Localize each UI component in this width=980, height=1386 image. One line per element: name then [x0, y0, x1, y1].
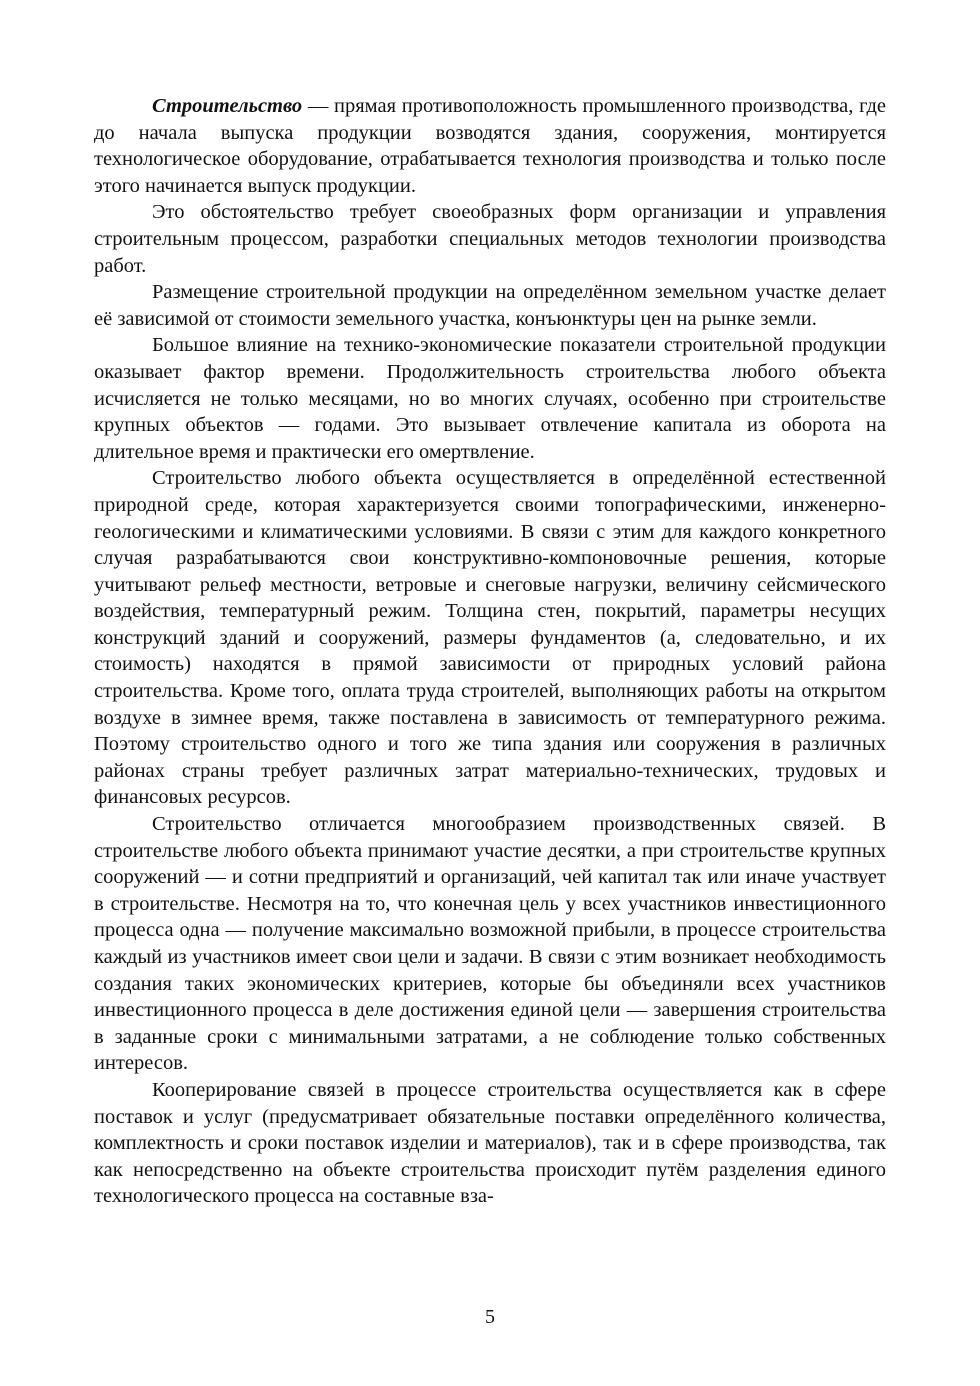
paragraph-6: Строительство отличается многообразием производственных связей. В строительстве любого объекта принимают участие десятки, а при строительстве крупных сооружений — и сотни предприятий и организаций, чей капитал так или иначе участвует в строительстве. Несмотря на то, что конечная цель у всех участников инвестиционного процесса одна — получение максимально возможной прибыли, в процессе строительства каждый из участников имеет свои цели и задачи. В связи с этим возникает необходимость создания таких экономических критериев, которые бы объединяли всех участников инвестиционного процесса в деле достижения единой цели — завершения строительства в заданные сроки с минимальными затратами, а не соблюдение только собственных интересов.: [94, 813, 886, 1075]
defined-term: Строительство: [152, 95, 303, 117]
paragraph-4: Большое влияние на технико-экономические показатели строительной продукции оказывает фактор времени. Продолжительность строительства любого объекта исчисляется не только месяцами, но во многих случаях, особенно при строительстве крупных объектов — годами. Это вызывает отвлечение капитала из оборота на длительное время и практически его омертвление.: [94, 334, 886, 463]
paragraph-5: Строительство любого объекта осуществляется в определённой естественной природной среде, которая характеризуется своими топографическими, инженерно-геологическими и климатическими условиями. В связи с этим для каждого конкретного случая разрабатываются свои конструктивно-компоновочные решения, которые учитывают рельеф местности, ветровые и снеговые нагрузки, величину сейсмического воздействия, температурный режим. Толщина стен, покрытий, параметры несущих конструкций зданий и сооружений, размеры фундаментов (а, следовательно, и их стоимость) находятся в прямой зависимости от природных условий района строительства. Кроме того, оплата труда строителей, выполняющих работы на открытом воздухе в зимнее время, также поставлена в зависимость от температурного режима. Поэтому строительство одного и того же типа здания или сооружения в различных районах страны требует различных затрат материально-технических, трудовых и финансовых ресурсов.: [94, 467, 886, 809]
paragraph-1-text: — прямая противоположность промышленного производства, где до начала выпуска продукции возводятся здания, сооружения, монтируется технологическое оборудование, отрабатывается технология производства и только после этого начинается выпуск продукции.: [94, 95, 886, 197]
paragraph-3: Размещение строительной продукции на определённом земельном участке делает её зависимой от стоимости земельного участка, конъюнктуры цен на рынке земли.: [94, 281, 886, 330]
paragraph-2: Это обстоятельство требует своеобразных форм организации и управления строительным процессом, разработки специальных методов технологии производства работ.: [94, 201, 886, 277]
page-number: 5: [485, 1306, 495, 1328]
paragraph-1: [94, 93, 886, 199]
body-text: [94, 93, 886, 1210]
paragraph-7: Кооперирование связей в процессе строительства осуществляется как в сфере поставок и услуг (предусматривает обязательные поставки определённого количества, комплектность и сроки поставок изделии и материалов), так и в сфере производства, так как непосредственно на объекте строительства происходит путём разделения единого технологического процесса на составные вза-: [94, 1078, 886, 1208]
